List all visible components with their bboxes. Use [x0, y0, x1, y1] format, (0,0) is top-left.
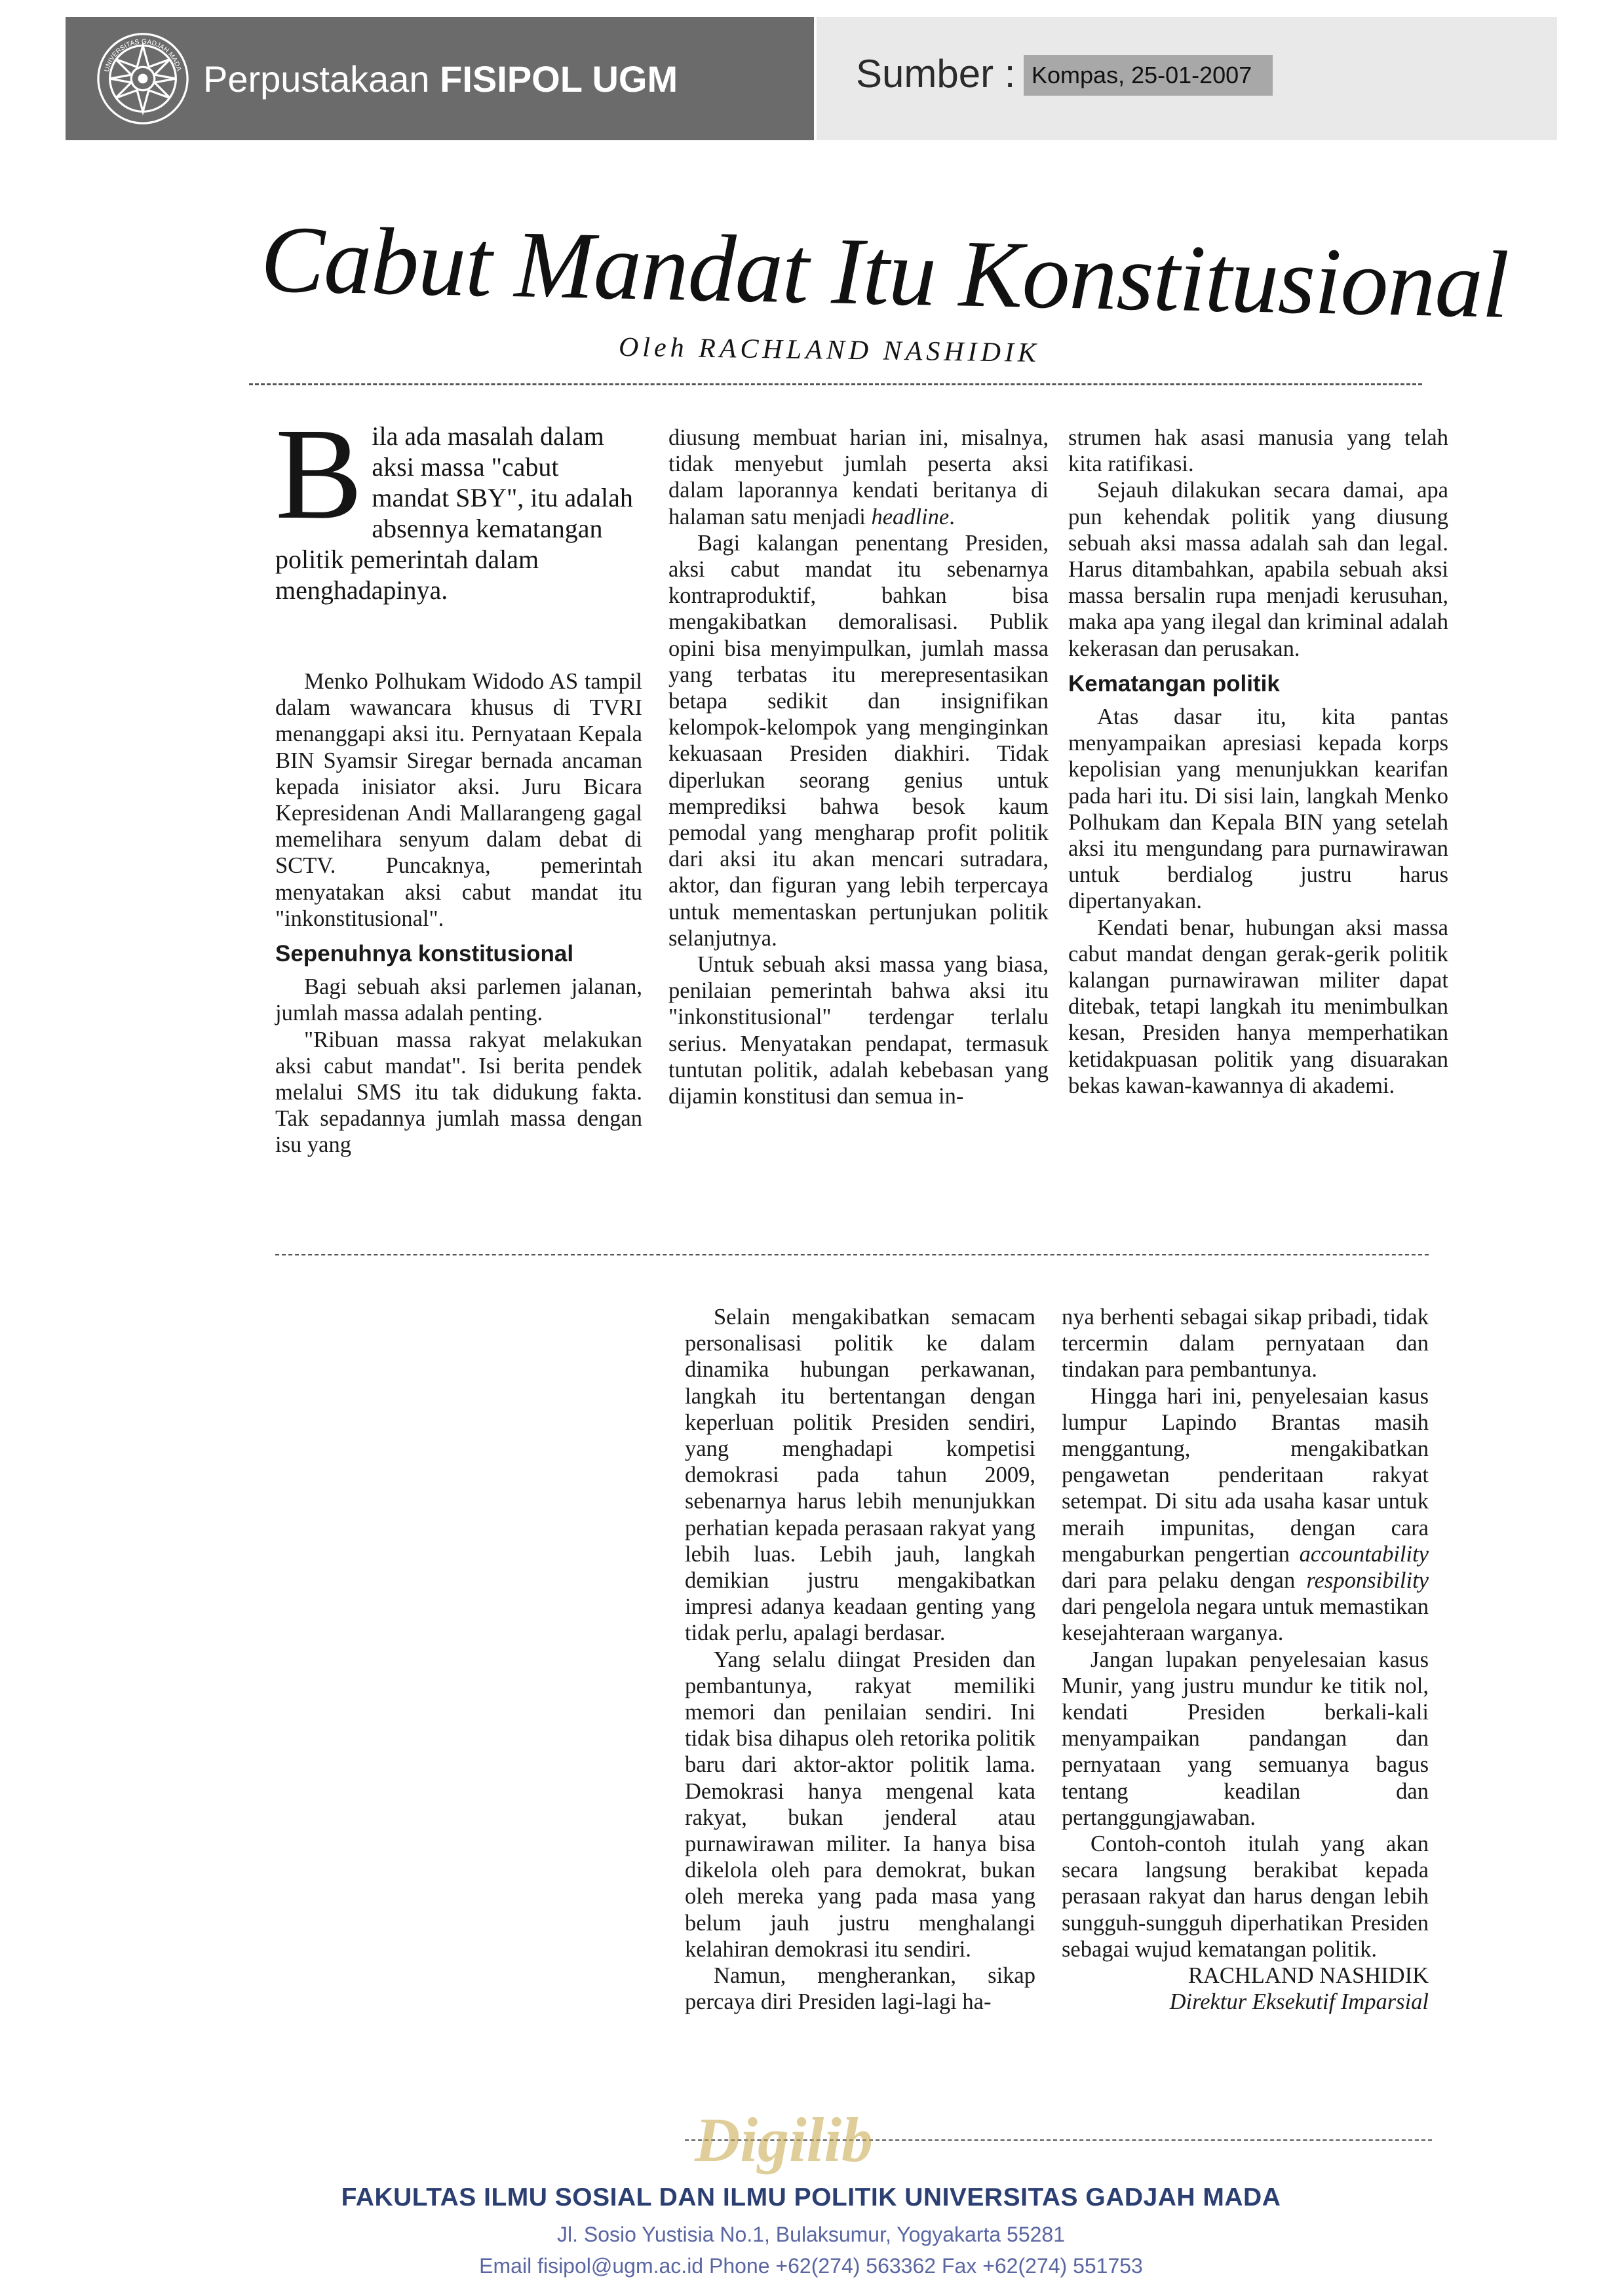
paragraph: nya berhenti sebagai sikap pribadi, tidak tercermin dalam pernyataan dan tindakan para pembantunya. — [1062, 1305, 1429, 1383]
source-value: Kompas, 25-01-2007 — [1024, 55, 1273, 96]
drop-cap: B — [275, 402, 363, 546]
paragraph-text: dari pengelola negara untuk memastikan kesejahteraan warganya. — [1062, 1594, 1429, 1646]
article-column-4 — [685, 1304, 1035, 2015]
digilib-watermark: Digilib — [695, 2105, 874, 2175]
paragraph: Sejauh dilakukan secara damai, apa pun kehendak politik yang diusung sebuah aksi massa adalah sah dan legal. Harus ditambahkan, apabila sebuah aksi massa bersalin rupa menjadi kerusuhan, maka apa yang ilegal dan kriminal adalah kekerasan dan perusakan. — [1068, 478, 1448, 661]
author-role: Direktur Eksekutif Imparsial — [1169, 1989, 1429, 2015]
article-column-5 — [1062, 1304, 1429, 2015]
article-lead — [275, 402, 642, 605]
paragraph — [1062, 1383, 1429, 1647]
emphasis-responsibility: responsibility — [1306, 1568, 1429, 1594]
paragraph: strumen hak asasi manusia yang telah kita ratifikasi. — [1068, 425, 1448, 477]
article-byline: Oleh RACHLAND NASHIDIK — [618, 332, 1041, 368]
library-title-bold: FISIPOL UGM — [440, 58, 678, 100]
paragraph — [668, 425, 1049, 530]
subheading-sepenuhnya: Sepenuhnya konstitusional — [275, 941, 574, 967]
paragraph-text: Hingga hari ini, penyelesaian kasus lumpur Lapindo Brantas masih menggantung, mengakibatkan pengawetan penderitaan rakyat setempat. Di situ ada usaha kasar untuk meraih impunitas, dengan cara mengaburkan pengertian — [1062, 1383, 1429, 1567]
paragraph-text: diusung membuat harian ini, misalnya, tidak menyebut jumlah peserta aksi dalam laporannya kendati beritanya di halaman satu menjadi — [668, 425, 1049, 529]
article-column-1 — [275, 668, 642, 1158]
header-library-band — [66, 17, 814, 140]
paragraph: Yang selalu diingat Presiden dan pembantunya, rakyat memiliki memori dan penilaian sendiri. Ini tidak bisa dihapus oleh retorika politik baru dari aktor-aktor politik lama. Demokrasi hanya mengenal kata rakyat, bukan jenderal atau purnawirawan militer. Ia hanya bisa dikelola oleh para demokrat, bukan oleh mereka yang pada masa yang belum jauh justru menghalangi kelahiran demokrasi itu sendiri. — [685, 1647, 1035, 1962]
emphasis-headline: headline — [871, 504, 950, 529]
logo-ring-text: UNIVERSITAS GADJAH MADA — [103, 38, 183, 73]
paragraph: Contoh-contoh itulah yang akan secara langsung berakibat kepada perasaan rakyat dan harus dengan lebih sungguh-sungguh diperhatikan Presiden sebagai wujud kematangan politik. — [1062, 1831, 1429, 1962]
library-title-prefix: Perpustakaan — [203, 58, 440, 100]
emphasis-accountability: accountability — [1299, 1541, 1429, 1567]
paragraph: Menko Polhukam Widodo AS tampil dalam wawancara khusus di TVRI menanggapi aksi itu. Pernyataan Kepala BIN Syamsir Siregar bernada ancaman kepada inisiator aksi. Juru Bicara Kepresidenan Andi Mallarangeng gagal memelihara senyum dalam debat di SCTV. Puncaknya, pemerintah menyatakan aksi cabut mandat itu "inkonstitusional". — [275, 669, 642, 931]
header-source-band — [817, 17, 1557, 140]
paragraph: Untuk sebuah aksi massa yang biasa, penilaian pemerintah bahwa aksi itu "inkonstitusional" terdengar terlalu serius. Menyatakan pendapat, termasuk tuntutan politik, adalah kebebasan yang dijamin konstitusi dan semua in- — [668, 952, 1049, 1109]
author-name: RACHLAND NASHIDIK — [1188, 1963, 1429, 1989]
paragraph: Selain mengakibatkan semacam personalisasi politik ke dalam dinamika hubungan perkawanan, langkah itu bertentangan dengan keperluan politik Presiden sendiri, yang menghadapi kompetisi demokrasi pada tahun 2009, sebenarnya harus lebih menunjukkan perhatian kepada perasaan rakyat yang lebih luas. Lebih jauh, langkah demikian justru mengakibatkan impresi adanya keadaan genting yang tidak perlu, apalagi berdasar. — [685, 1305, 1035, 1646]
paragraph: Jangan lupakan penyelesaian kasus Munir, yang justru mundur ke titik nol, kendati Presiden berkali-kali menyampaikan pandangan dan pernyataan yang semuanya bagus tentang keadilan dan pertanggungjawaban. — [1062, 1647, 1429, 1830]
paragraph: Namun, mengherankan, sikap percaya diri Presiden lagi-lagi ha- — [685, 1963, 1035, 2015]
subheading-kematangan: Kematangan politik — [1068, 670, 1280, 697]
article-title: Cabut Mandat Itu Konstitusional — [260, 206, 1509, 338]
library-title — [203, 58, 678, 100]
footer-contact: Email fisipol@ugm.ac.id Phone +62(274) 563362 Fax +62(274) 551753 — [479, 2254, 1143, 2278]
divider-rule-mid — [275, 1254, 1429, 1255]
paragraph: "Ribuan massa rakyat melakukan aksi cabut mandat". Isi berita pendek melalui SMS itu tak didukung fakta. Tak sepadannya jumlah massa dengan isu yang — [275, 1027, 642, 1158]
paragraph: Bagi kalangan penentang Presiden, aksi cabut mandat itu sebenarnya kontraproduktif, bahkan bisa mengakibatkan demoralisasi. Publik opini bisa menyimpulkan, jumlah massa yang terbatas itu merepresentasikan betapa sedikit dan insignifikan kelompok-kelompok yang menginginkan kekuasaan Presiden diakhiri. Tidak diperlukan seorang genius untuk memprediksi bahwa besok kaum pemodal yang mengharap profit politik dari aksi itu akan mencari sutradara, aktor, dan figuran yang lebih terpercaya untuk mementaskan pertunjukan politik selanjutnya. — [668, 530, 1049, 951]
article-column-3 — [1068, 425, 1448, 1099]
divider-rule-top — [249, 383, 1422, 385]
paragraph: Atas dasar itu, kita pantas menyampaikan apresiasi kepada korps kepolisian yang menunjukkan kearifan pada hari itu. Di sisi lain, langkah Menko Polhukam dan Kepala BIN yang setelah aksi itu mengundang para purnawirawan untuk berdialog justru harus dipertanyakan. — [1068, 704, 1448, 914]
paragraph: Bagi sebuah aksi parlemen jalanan, jumlah massa adalah penting. — [275, 974, 642, 1026]
paragraph: Kendati benar, hubungan aksi massa cabut mandat dengan gerak-gerik politik kalangan purnawirawan militer dapat ditebak, tetapi langkah itu menimbulkan kesan, Presiden hanya memperhatikan ketidakpuasan politik yang disuarakan bekas kawan-kawannya di akademi. — [1068, 915, 1448, 1098]
lead-text: ila ada masalah dalam aksi massa "cabut mandat SBY", itu adalah absennya kematangan politik pemerintah dalam menghadapinya. — [275, 421, 633, 605]
footer-institution: FAKULTAS ILMU SOSIAL DAN ILMU POLITIK UNIVERSITAS GADJAH MADA — [341, 2183, 1281, 2211]
paragraph-text: . — [949, 504, 955, 529]
paragraph-text: dari para pelaku dengan — [1062, 1568, 1307, 1594]
article-column-2 — [668, 425, 1049, 1109]
ugm-logo-icon — [94, 30, 191, 127]
footer-address: Jl. Sosio Yustisia No.1, Bulaksumur, Yogyakarta 55281 — [557, 2223, 1065, 2246]
source-label: Sumber : — [856, 52, 1016, 96]
